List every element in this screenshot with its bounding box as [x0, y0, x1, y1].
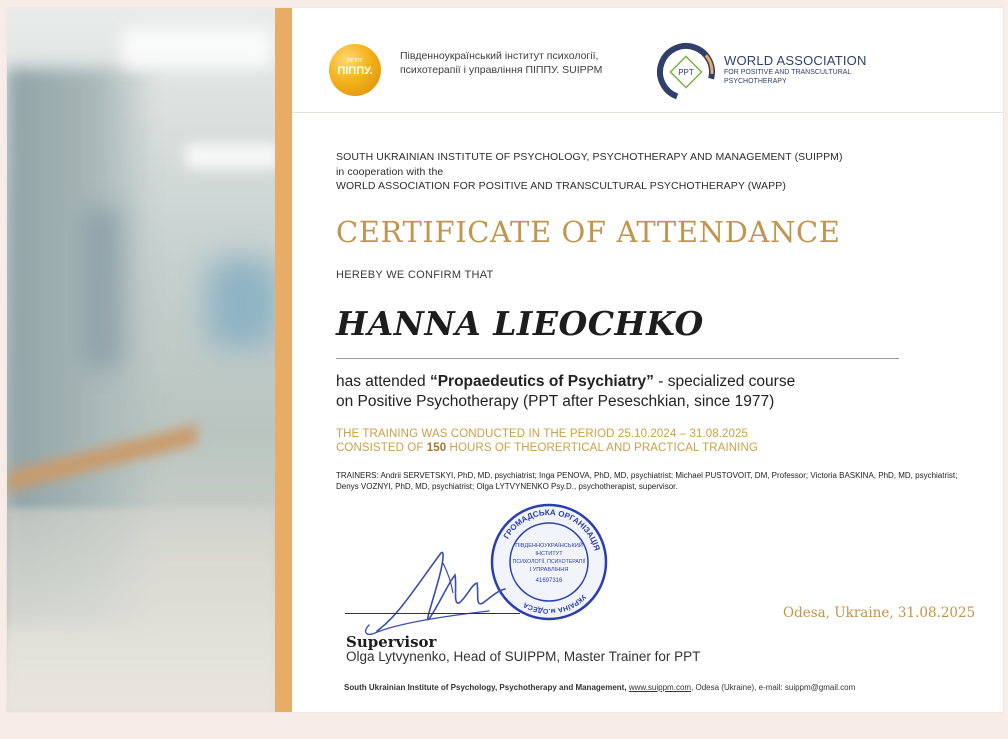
svg-text:УКРАЇНА м.ОДЕСА: УКРАЇНА м.ОДЕСА [522, 592, 587, 615]
wapp-logo [655, 41, 717, 103]
institute-name-ua: Південноукраїнський інститут психології, психотерапії і управління ПІППУ. SUIPPM [400, 50, 603, 76]
course-name: “Propaedeutics of Psychiatry” [429, 373, 654, 390]
accent-stripe [275, 8, 292, 712]
confirm-text: HEREBY WE CONFIRM THAT [336, 269, 494, 281]
issue-date: Odesa, Ukraine, 31.08.2025 [783, 605, 976, 621]
hallway-photo [7, 8, 275, 712]
svg-text:ПІВДЕННОУКРАЇНСЬКИЙ: ПІВДЕННОУКРАЇНСЬКИЙ [515, 543, 583, 549]
wapp-subtitle: FOR POSITIVE AND TRANSCULTURAL PSYCHOTHERAPY [724, 69, 852, 85]
svg-text:ПСИХОЛОГІЇ, ПСИХОТЕРАПІЇ: ПСИХОЛОГІЇ, ПСИХОТЕРАПІЇ [512, 559, 586, 565]
certificate-page [7, 8, 1003, 712]
supervisor-name: Olga Lytvynenko, Head of SUIPPM, Master Trainer for PPT [346, 649, 701, 664]
svg-text:41697316: 41697316 [535, 578, 563, 584]
recipient-name: HANNA LIEOCHKO [336, 304, 704, 343]
certificate-header [292, 8, 1003, 113]
svg-text:ГРОМАДСЬКА ОРГАНІЗАЦІЯ: ГРОМАДСЬКА ОРГАНІЗАЦІЯ [501, 507, 602, 552]
training-hours: 150 [426, 442, 447, 454]
supervisor-title: Supervisor [346, 633, 437, 651]
footer: South Ukrainian Institute of Psychology, Psychotherapy and Management, www.suippm.com, Odesa (Ukraine), e-mail: suippm@gmail.com [344, 683, 856, 692]
suippm-logo: ПІППУ ПІППУ. [329, 44, 381, 96]
svg-text:PPT: PPT [678, 68, 694, 77]
signature-line [345, 613, 520, 614]
signature [359, 545, 509, 640]
issuer-intro: SOUTH UKRAINIAN INSTITUTE OF PSYCHOLOGY, PSYCHOTHERAPY AND MANAGEMENT (SUIPPM) in cooperation with the WORLD ASSOCIATION FOR POSITIVE AND TRANSCULTURAL PSYCHOTHERAPY (WAPP) [336, 151, 843, 192]
svg-text:ІНСТИТУТ: ІНСТИТУТ [535, 551, 563, 557]
trainers-list: TRAINERS: Andrii SERVETSKYI, PhD, MD, psychiatrist; Inga PENOVA, PhD, MD, psychiatrist; Michael PUSTOVOIT, DM, Professor; Victoria BASKINA, PhD, MD, psychiatrist; Denys VOZNYI, PhD, MD, psychiatrist; Olga LYTVYNENKO Psy.D., psychotherapist, supervisor. [336, 471, 958, 491]
website-link[interactable]: www.suippm.com [628, 683, 692, 692]
certificate-title: CERTIFICATE OF ATTENDANCE [336, 215, 841, 249]
svg-text:І УПРАВЛІННЯ: І УПРАВЛІННЯ [529, 567, 569, 573]
wapp-title: WORLD ASSOCIATION [724, 53, 867, 68]
name-divider [336, 358, 899, 359]
training-period: THE TRAINING WAS CONDUCTED IN THE PERIOD 25.10.2024 – 31.08.2025 CONSISTED OF 150 HOURS OF THEORERTICAL AND PRACTICAL TRAINING [336, 428, 758, 454]
attendance-statement: has attended “Propaedeutics of Psychiatry” - specialized course on Positive Psychotherapy (PPT after Peseschkian, since 1977) [336, 373, 796, 410]
